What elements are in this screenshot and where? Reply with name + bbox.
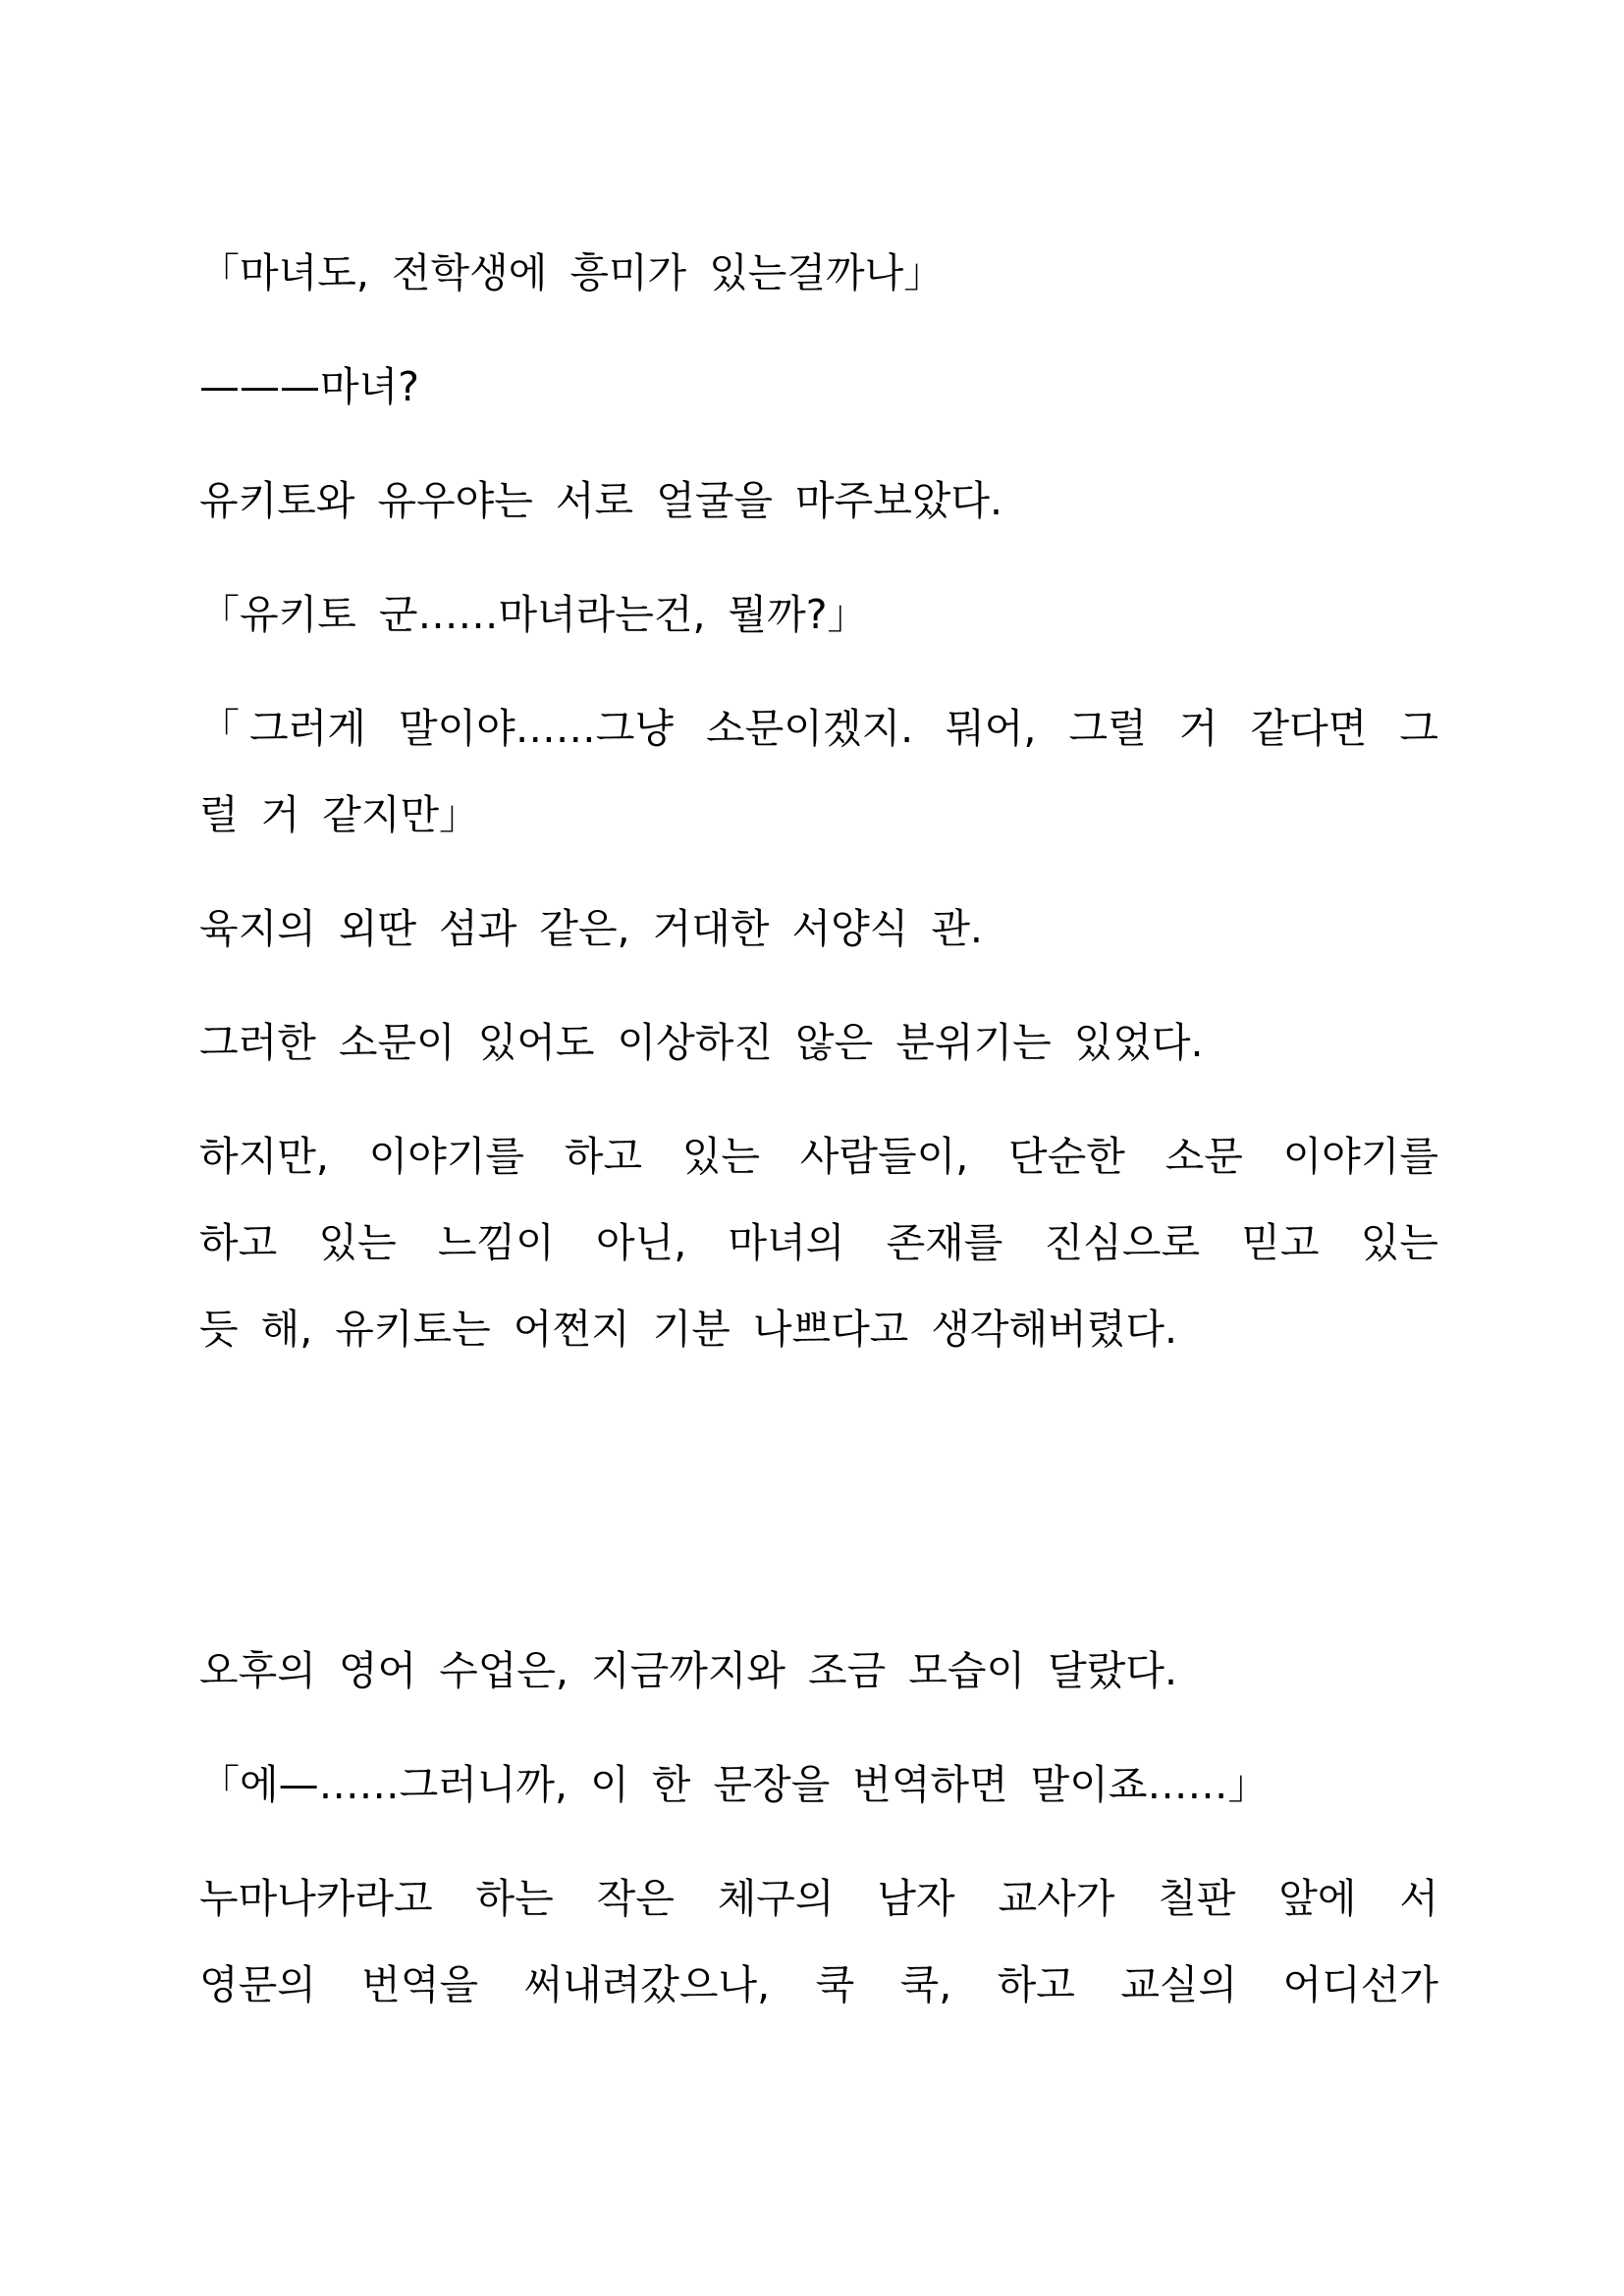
text-line: 하고 있는 느낌이 아닌, 마녀의 존재를 진심으로 믿고 있는 bbox=[199, 1219, 1438, 1266]
text-line: 영문의 번역을 써내려갔으나, 쿡 쿡, 하고 교실의 어디선가 bbox=[199, 1961, 1438, 2008]
text-line: 누마나카라고 하는 작은 체구의 남자 교사가 칠판 앞에 서 bbox=[199, 1875, 1438, 1922]
text-line: 하지만, 이야기를 하고 있는 사람들이, 단순한 소문 이야기를 bbox=[199, 1133, 1438, 1180]
text-line: 유키토와 유우야는 서로 얼굴을 마주보았다. bbox=[199, 477, 1003, 524]
text-line: 「그러게 말이야……그냥 소문이겠지. 뭐어, 그럴 거 같다면 그 bbox=[199, 705, 1438, 752]
text-line: 오후의 영어 수업은, 지금까지와 조금 모습이 달랐다. bbox=[199, 1647, 1177, 1694]
text-line: 「에—……그러니까, 이 한 문장을 번역하면 말이죠……」 bbox=[199, 1761, 1269, 1808]
text-line: 「마녀도, 전학생에 흥미가 있는걸까나」 bbox=[199, 249, 945, 296]
text-line: 듯 해, 유키토는 어쩐지 기분 나쁘다고 생각해버렸다. bbox=[199, 1306, 1177, 1353]
text-line: 「유키토 군……마녀라는건, 뭘까?」 bbox=[199, 591, 868, 638]
text-line: ———마녀? bbox=[199, 363, 419, 410]
text-line: 육지의 외딴 섬과 같은, 거대한 서양식 관. bbox=[199, 905, 983, 952]
text-line: 럴 거 같지만」 bbox=[199, 791, 480, 838]
text-line: 그러한 소문이 있어도 이상하진 않은 분위기는 있었다. bbox=[199, 1019, 1204, 1066]
